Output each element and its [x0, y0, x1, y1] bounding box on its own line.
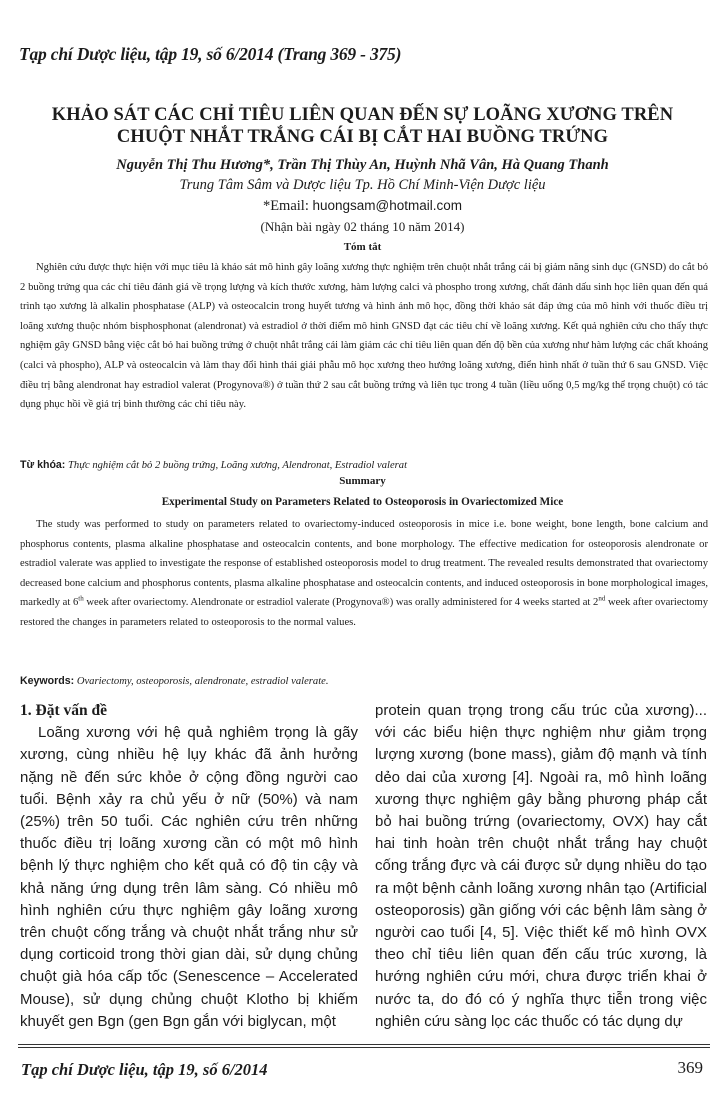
keywords-en-list: Ovariectomy, osteoporosis, alendronate, estradiol valerate.	[76, 676, 329, 687]
footer-rule-top	[18, 1044, 710, 1045]
section-heading: 1. Đặt vấn đề	[20, 702, 107, 719]
abstract-vi-heading: Tóm tắt	[343, 241, 382, 253]
body-column-left	[20, 700, 358, 1033]
english-title: Experimental Study on Parameters Related to Osteoporosis in Ovariectomized Mice	[161, 496, 564, 508]
footer-journal: Tạp chí Dược liệu, tập 19, số 6/2014	[21, 1060, 268, 1079]
keywords-vi-label: Từ khóa:	[20, 459, 66, 471]
keywords-en-label: Keywords:	[20, 675, 75, 687]
superscript-nd: nd	[598, 594, 606, 603]
page-number: 369	[677, 1058, 703, 1077]
superscript-th: th	[78, 594, 84, 603]
keywords-vi-list: Thực nghiệm cắt bỏ 2 buồng trứng, Loãng xương, Alendronat, Estradiol valerat	[68, 460, 408, 471]
abstract-en-part3: week after ovariectomy restored the changes in parameters related to osteoporosis to the normal values.	[20, 597, 708, 628]
body-paragraph-right: protein quan trọng trong cấu trúc của xương)... với các biểu hiện thực nghiệm như giảm trọng lượng xương (bone mass), giảm độ mạnh và tính dẻo dai của xương [4]. Ngoài ra, mô hình loãng xương thực nghiệm gây bằng phương pháp cắt bỏ hai buồng trứng (ovariectomy, OVX) hay cắt hai tinh hoàn trên chuột nhắt trắng hay chuột cống trắng đực và cái được sử dụng nhiều do tạo ra một bệnh cảnh loãng xương nhân tạo (Artificial osteoporosis) gần giống với các bệnh lâm sàng ở người cao tuổi [4, 5]. Việc thiết kế mô hình OVX theo chỉ tiêu liên quan đến cấu trúc xương, là hướng nghiên cứu mới, chưa được triển khai ở nước ta, do đó có ý nghĩa thực tiễn trong việc nghiên cứu sàng lọc các thuốc có tác dụng dự	[375, 702, 707, 1030]
summary-heading: Summary	[339, 475, 386, 487]
body-column-right	[375, 700, 707, 1033]
body-paragraph-left: Loãng xương với hệ quả nghiêm trọng là gãy xương, cùng nhiều hệ lụy khác đã ảnh hưởng nặng nề đến sức khỏe ở cộng đồng người cao tuổi. Bệnh xảy ra chủ yếu ở nữ (50%) và nam (25%) trên 50 tuổi. Các nghiên cứu trên những thuốc điều trị loãng xương cần có một mô hình bệnh lý thực nghiệm cho kết quả có độ tin cậy và khả năng ứng dụng trên lâm sàng. Có nhiều mô hình nghiên cứu thực nghiệm gây loãng xương trên chuột cống trắng và chuột nhắt trắng như sử dụng corticoid trong thời gian dài, sử dụng chủng chuột già hóa cấp tốc (Senescence – Accelerated Mouse), sử dụng chủng chuột Klotho bị khiếm khuyết gen Bgn (gen Bgn gắn với biglycan, một	[20, 724, 358, 1030]
email-label: *Email:	[262, 198, 313, 214]
journal-header: Tạp chí Dược liệu, tập 19, số 6/2014 (Trang 369 - 375)	[19, 44, 402, 64]
abstract-vi-text: Nghiên cứu được thực hiện với mục tiêu là khảo sát mô hình gây loãng xương thực nghiệm trên chuột nhắt trắng cái bị giảm năng sinh dục (GNSD) do cắt bỏ 2 buồng trứng qua các chỉ tiêu đánh giá về trọng lượng và kích thước xương, hàm lượng calci và phospho trong xương, chất đánh dấu sinh học liên quan đến quá trình tạo xương là alkalin phosphatase (ALP) và osteocalcin trong huyết tương và hình ảnh mô học, đồng thời khảo sát đáp ứng của mô hình với thuốc điều trị loãng xương thuộc nhóm bisphosphonat (alendronat) và estradiol ở thời điểm mô hình GNSD đạt các tiêu chí về loãng xương. Kết quả nghiên cứu cho thấy thực nghiệm gây GNSD bằng việc cắt bỏ hai buồng trứng ở chuột nhắt trắng cái làm giảm các chỉ tiêu liên quan đến độ bền của xương như hàm lượng các chất khoáng (calci và phospho), ALP và osteocalcin và làm thay đổi hình thái giải phẫu mô học xương theo hướng loãng xương, điển hình nhất ở tuần thứ 6 sau GNSD. Việc điều trị bằng alendronat hay estradiol valerat (Progynova®) ở tuần thứ 2 sau cắt buồng trứng và liên tục trong 4 tuần (liều uống 0,5 mg/kg thể trọng chuột) có tác dụng phục hồi về giá trị bình thường các chỉ tiêu này.	[20, 262, 708, 411]
article-title-line2: CHUỘT NHẮT TRẮNG CÁI BỊ CẮT HAI BUỒNG TRỨNG	[116, 127, 609, 147]
affiliation: Trung Tâm Sâm và Dược liệu Tp. Hồ Chí Minh-Viện Dược liệu	[179, 177, 546, 193]
received-date: (Nhận bài ngày 02 tháng 10 năm 2014)	[260, 219, 465, 234]
author-list: Nguyễn Thị Thu Hương*, Trần Thị Thùy An, Huỳnh Nhã Vân, Hà Quang Thanh	[116, 157, 609, 173]
abstract-en-text	[20, 515, 708, 633]
abstract-en-part1: The study was performed to study on parameters related to ovariectomy-induced osteoporosis in mice i.e. bone weight, bone length, bone calcium and phosphorus contents, plasma alkaline phosphatase and osteocalcin contents, and bone morphology. The effective medication for osteoporosis alendronate or estradiol valerate was applied to investigate the response of established osteoporosis model to drug treatment. The revealed results demonstrated that ovariectomy decreased bone calcium and phosphorus contents, plasma alkaline phosphatase and osteocalcin contents, and induced osteoporosis in bone morphological images, markedly at 6	[20, 519, 708, 609]
footer-rule-bottom	[18, 1047, 710, 1048]
keywords-en	[20, 673, 710, 690]
abstract-en-part2: week after ovariectomy. Alendronate or estradiol valerate (Progynova®) was orally administered for 4 weeks started at 2	[83, 597, 599, 609]
article-title-line1: KHẢO SÁT CÁC CHỈ TIÊU LIÊN QUAN ĐẾN SỰ LOÃNG XƯƠNG TRÊN	[51, 105, 674, 125]
keywords-vi	[20, 457, 710, 474]
contact-email	[20, 198, 705, 215]
email-address: huongsam@hotmail.com	[312, 198, 463, 213]
